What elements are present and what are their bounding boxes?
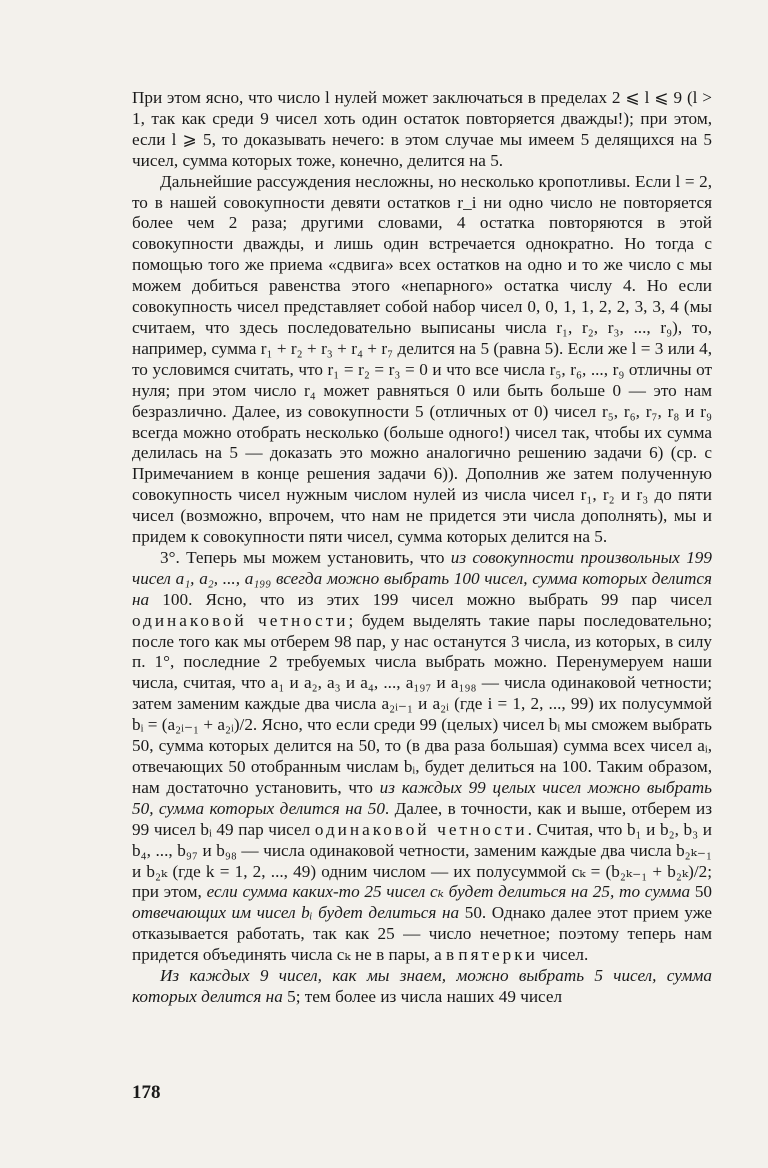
p3-text-a: 3°. Теперь мы можем установить, что <box>160 547 451 567</box>
p3-spaced-parity: одинаковой четности <box>132 610 349 630</box>
p3-italic-claim: из совокупности произвольных 199 чисел a₁, a₂, ..., a₁₉₉ всегда можно выбрать 100 чисел, сумма которых делится на <box>132 547 712 609</box>
p3-text-e: ; будем выделять такие пары последовательно; после того как мы отберем 98 пар, у нас останутся 3 числа, из которых, в силу п. 1°, последние 2 требуемых числа выбрать можно. Перенумеруем наши числа, считая, что a₁ и a₂, a₃ и a₄, ..., a₁₉₇ и a₁₉₈ — числа одинаковой четности; затем заменим каждые два числа a₂ᵢ₋₁ и a₂ᵢ (где i = 1, 2, ..., 99) их полусуммой bᵢ = (a₂ᵢ₋₁ + a₂ᵢ)/2. Ясно, что если среди 99 (целых) чисел bᵢ мы сможем выбрать 50, сумма которых делится на 50, то (в два раза большая) сумма всех чисел aᵢ, отвечающих 50 отобранным числам bᵢ, будет делиться на 100. Таким образом, нам достаточно установить, что <box>132 610 712 797</box>
p3-text-i: . Считая, что b₁ и b₂, b₃ и b₄, ..., b₉₇ и b₉₈ — числа одинаковой четности, заменим каждые два числа b₂ₖ₋₁ и b₂ₖ (где k = 1, 2, ..., 49) одним числом — их полусуммой cₖ = (b₂ₖ₋₁ + b₂ₖ)/2; при этом, <box>132 819 712 902</box>
p3-spaced-parity-2: одинаковой четности <box>314 819 528 839</box>
p3-text-m: 50. Однако далее этот прием уже отказывается работать, так как 25 — число нечетное; поэтому теперь нам придется объединять числа cₖ не в пары, а в <box>132 903 712 965</box>
paragraph-2: Дальнейшие рассуждения несложны, но несколько кропотливы. Если l = 2, то в нашей совокупности девяти остатков r_i ни одно число не повторяется более чем 2 раза; другими словами, 4 остатка повторяются в этой совокупности дважды, и лишь один встречается однократно. Но тогда с помощью того же приема «сдвига» всех остатков на одно и то же число c мы можем добиться равенства этого «непарного» остатка числу 4. Но если совокупность чисел представляет собой набор чисел 0, 0, 1, 1, 2, 2, 3, 3, 4 (мы считаем, что здесь последовательно выписаны числа r₁, r₂, r₃, ..., r₉), то, например, сумма r₁ + r₂ + r₃ + r₄ + r₇ делится на 5 (равна 5). Если же l = 3 или 4, то условимся считать, что r₁ = r₂ = r₃ = 0 и что все числа r₅, r₆, ..., r₉ отличны от нуля; при этом число r₄ может равняться 0 или быть больше 0 — это нам безразлично. Далее, из совокупности 5 (отличных от 0) чисел r₅, r₆, r₇, r₈ и r₉ всегда можно отобрать несколько (больше одного!) чисел так, чтобы их сумма делилась на 5 — доказать это можно аналогично решению задачи 6) (ср. с Примечанием в конце решения задачи 6)). Дополнив же затем полученную совокупность чисел нужным числом нулей из числа чисел r₁, r₂ и r₃ до пяти чисел (возможно, впрочем, что нам не придется эти числа дополнять), мы и придем к совокупности пяти чисел, сумма которых делится на 5. <box>132 171 712 547</box>
p3-text-o: чисел. <box>537 945 589 965</box>
paragraph-3 <box>132 548 712 966</box>
p3-text-k: 50 <box>690 882 713 902</box>
p3-italic-claim-4: отвечающих им чисел bᵢ будет делиться на <box>132 903 460 923</box>
paragraph-4 <box>132 966 712 1008</box>
p3-text-g: . Далее, в точности, как и выше, отберем из 99 чисел bᵢ 49 пар чисел <box>132 798 712 839</box>
p3-italic-claim-2: из каждых 99 целых чисел можно выбрать 50, сумма которых делится на 50 <box>132 777 712 818</box>
p4-text-b: 5; тем более из числа наших 49 чисел <box>282 986 563 1006</box>
p3-text-c: 100. Ясно, что из этих 199 чисел можно выбрать 99 пар чисел <box>149 589 712 609</box>
p3-spaced-fives: пятерки <box>458 945 538 965</box>
page-body <box>132 88 712 1008</box>
page-number: 178 <box>132 1082 161 1103</box>
p3-italic-claim-3: если сумма каких-то 25 чисел cₖ будет делиться на 25, то сумма <box>206 882 691 902</box>
paragraph-1: При этом ясно, что число l нулей может заключаться в пределах 2 ⩽ l ⩽ 9 (l > 1, так как среди 9 чисел хоть один остаток повторяется дважды!); при этом, если l ⩾ 5, то доказывать нечего: в этом случае мы имеем 5 делящихся на 5 чисел, сумма которых тоже, конечно, делится на 5. <box>132 88 712 170</box>
p4-italic-claim: Из каждых 9 чисел, как мы знаем, можно выбрать 5 чисел, сумма которых делится на <box>132 966 712 1006</box>
